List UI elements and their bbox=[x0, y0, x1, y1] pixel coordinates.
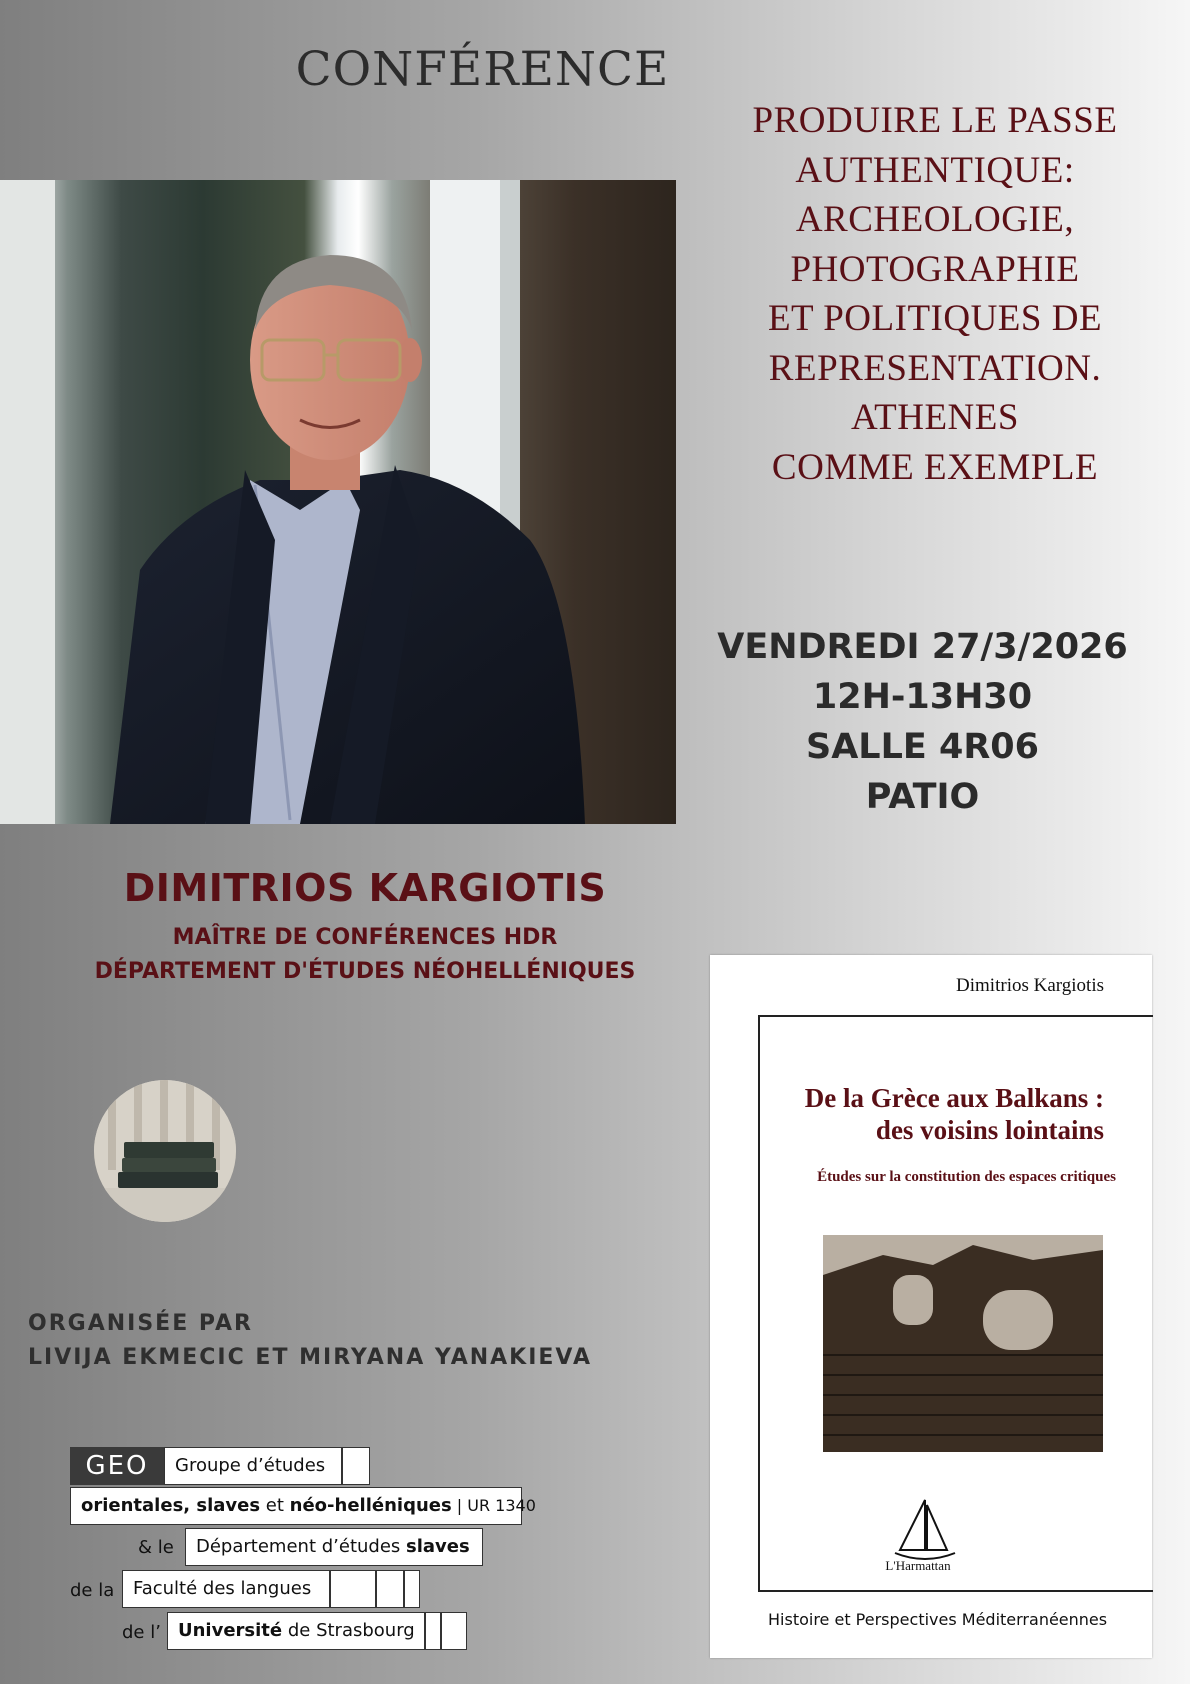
connector-and: & le bbox=[138, 1537, 174, 1558]
publisher-name: L'Harmattan bbox=[885, 1558, 951, 1573]
geo-logo: GEO bbox=[85, 1451, 149, 1481]
event-time: 12H-13H30 bbox=[812, 677, 1033, 717]
connector-de-la: de la bbox=[70, 1580, 115, 1601]
logo-grid-cell bbox=[376, 1570, 404, 1608]
title-line: PRODUIRE LE PASSE bbox=[752, 100, 1118, 141]
book-subtitle: Études sur la constitution des espaces critiques bbox=[817, 1169, 1116, 1185]
book-title-line-1: De la Grèce aux Balkans : bbox=[804, 1083, 1104, 1113]
organizers-names: LIVIJA EKMECIC ET MIRYANA YANAKIEVA bbox=[28, 1345, 592, 1370]
speaker-photo bbox=[0, 180, 676, 824]
stacked-books-illustration bbox=[94, 1080, 236, 1222]
book-title-line-2: des voisins lointains bbox=[875, 1115, 1104, 1145]
logo-grid-cell bbox=[342, 1447, 370, 1485]
title-line: PHOTOGRAPHIE bbox=[790, 248, 1080, 290]
book-cover bbox=[710, 955, 1152, 1658]
logo-grid-cell bbox=[441, 1612, 467, 1650]
connector-de-l: de l’ bbox=[122, 1622, 161, 1643]
organizers-label: ORGANISÉE PAR bbox=[28, 1311, 253, 1336]
title-line: ARCHEOLOGIE, bbox=[795, 199, 1075, 240]
conference-title bbox=[725, 96, 1145, 492]
institution-line-5: Université de Strasbourg bbox=[167, 1612, 425, 1650]
title-line: ET POLITIQUES DE bbox=[767, 298, 1103, 339]
event-schedule bbox=[715, 622, 1130, 822]
speaker-name: DIMITRIOS KARGIOTIS bbox=[123, 866, 607, 910]
sailboat-icon bbox=[885, 1495, 965, 1565]
institution-line-2: orientales, slaves et néo-helléniques | UR 1340 bbox=[70, 1487, 522, 1525]
event-date: VENDREDI 27/3/2026 bbox=[717, 627, 1128, 667]
logo-grid-cell bbox=[425, 1612, 441, 1650]
event-type-heading: CONFÉRENCE bbox=[295, 42, 670, 97]
event-room: SALLE 4R06 bbox=[805, 727, 1039, 767]
ruin-illustration bbox=[823, 1235, 1103, 1452]
book-collection: Histoire et Perspectives Méditerranéennes bbox=[768, 1610, 1108, 1629]
title-line: ATHENES bbox=[851, 397, 1019, 438]
title-line: REPRESENTATION. bbox=[768, 347, 1102, 389]
logo-grid-cell bbox=[404, 1570, 420, 1608]
event-building: PATIO bbox=[865, 777, 980, 817]
speaker-department: DÉPARTEMENT D'ÉTUDES NÉOHELLÉNIQUES bbox=[94, 959, 636, 984]
geo-logo-box bbox=[70, 1447, 164, 1485]
ruin-photo bbox=[823, 1235, 1103, 1452]
institution-line-3: Département d’études slaves bbox=[185, 1528, 483, 1566]
books-thumbnail bbox=[94, 1080, 236, 1222]
institution-line-1: Groupe d’études bbox=[164, 1447, 342, 1485]
book-author: Dimitrios Kargiotis bbox=[956, 975, 1104, 996]
title-line: AUTHENTIQUE: bbox=[795, 149, 1075, 191]
title-line: COMME EXEMPLE bbox=[771, 446, 1099, 488]
speaker-photo-illustration bbox=[0, 180, 676, 824]
logo-grid-cell bbox=[330, 1570, 376, 1608]
institution-line-4: Faculté des langues bbox=[122, 1570, 330, 1608]
speaker-role: MAÎTRE DE CONFÉRENCES HDR bbox=[172, 925, 558, 950]
